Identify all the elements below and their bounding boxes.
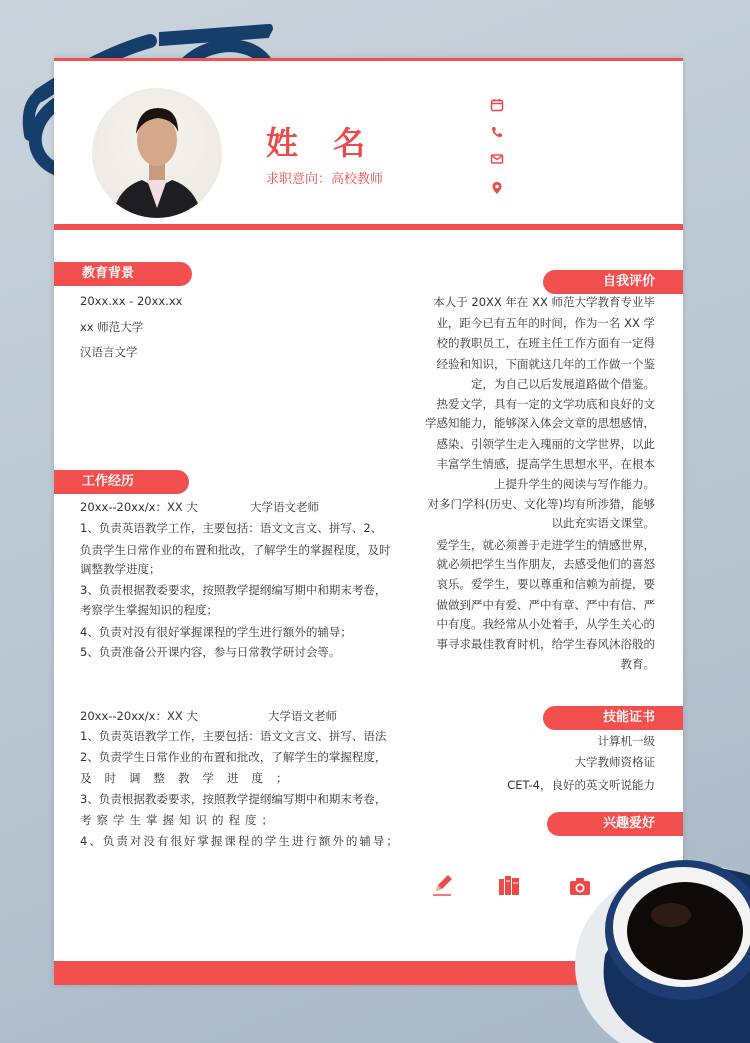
job1-role: 大学语文老师: [250, 500, 319, 514]
phone-icon: [490, 125, 504, 139]
self-eval-line: 本人于 20XX 年在 XX 师范大学教育专业毕: [433, 295, 655, 309]
job1-period: 20xx--20xx/x：XX 大: [80, 500, 198, 514]
avatar: [92, 88, 222, 218]
job1-line: 4、负责对没有很好掌握课程的学生进行额外的辅导；: [80, 625, 352, 639]
section-title-work: 工作经历: [54, 470, 189, 494]
self-eval-line: 对多门学科(历史、文化等)均有所涉猎，能够: [427, 497, 655, 511]
calendar-icon: [490, 98, 504, 112]
education-school: xx 师范大学: [80, 320, 144, 334]
self-eval-line: 中有度。我经常从小处着手，从学生关心的: [436, 617, 655, 631]
skill-item: 计算机一级: [597, 734, 655, 748]
skill-item: 大学教师资格证: [574, 755, 655, 769]
self-eval-line: 热爱文学，具有一定的文学功底和良好的文: [436, 397, 655, 411]
job2-line: 3、负责根据教委要求，按照教学提纲编写期中和期末考卷，: [80, 792, 387, 806]
books-icon: [497, 873, 521, 897]
self-eval-line: 爱学生，就必须善于走进学生的情感世界，: [436, 538, 655, 552]
job2-line: 1、负责英语教学工作，主要包括：语文文言文、拼写、语法: [80, 729, 387, 743]
self-eval-line: 业，距今已有五年的时间，作为一名 XX 学: [436, 316, 655, 330]
self-eval-line: 丰富学生情感，提高学生思想水平，在根本: [436, 457, 655, 471]
job2-line: 考察学生掌握知识的程度；: [80, 813, 278, 827]
coffee-cup-decoration: [575, 815, 750, 1043]
job-intent: 求职意向：高校教师: [266, 172, 384, 187]
job1-line: 3、负责根据教委要求，按照教学提纲编写期中和期末考卷，: [80, 583, 387, 597]
job2-line: 4、负责对没有很好掌握课程的学生进行额外的辅导；: [80, 834, 400, 848]
section-title-self-evaluation: 自我评价: [543, 270, 683, 294]
header-divider-bar: [54, 224, 683, 230]
self-eval-line: 定，为自己以后发展道路做个借鉴。: [471, 377, 655, 391]
self-eval-line: 以此充实语文课堂。: [551, 516, 655, 530]
self-eval-line: 经验和知识，下面就这几年的工作做一个鉴: [436, 357, 655, 371]
job1-line: 1、负责英语教学工作，主要包括：语文文言文、拼写、2、: [80, 521, 383, 535]
self-eval-line: 感染、引领学生走入瑰丽的文学世界，以此: [436, 437, 655, 451]
pencil-icon: [430, 873, 454, 897]
top-accent-bar: [54, 58, 683, 61]
self-eval-line: 上提升学生的阅读与写作能力。: [494, 477, 655, 491]
section-title-hobbies: 兴趣爱好: [547, 812, 683, 836]
job1-line: 调整教学进度；: [80, 562, 161, 576]
skill-item: CET-4，良好的英文听说能力: [507, 778, 655, 792]
job1-line: 5、负责准备公开课内容，参与日常教学研讨会等。: [80, 645, 341, 659]
job1-line: 负责学生日常作业的布置和批改，了解学生的掌握程度，及时: [80, 543, 391, 557]
self-eval-line: 就必须把学生当作朋友，去感受他们的喜怒: [436, 557, 655, 571]
self-eval-line: 教育。: [620, 657, 655, 671]
education-major: 汉语言文学: [80, 345, 138, 359]
self-eval-line: 学感知能力，能够深入体会文章的思想感情，: [425, 416, 655, 430]
person-name: 姓 名: [266, 124, 378, 162]
job2-role: 大学语文老师: [268, 709, 337, 723]
job2-period: 20xx--20xx/x：XX 大: [80, 709, 198, 723]
job2-line: 2、负责学生日常作业的布置和批改，了解学生的掌握程度，: [80, 750, 387, 764]
education-period: 20xx.xx - 20xx.xx: [80, 294, 183, 308]
self-eval-line: 事寻求最佳教育时机，给学生春风沐浴般的: [436, 637, 655, 651]
self-eval-line: 做做到严中有爱、严中有章、严中有信、严: [436, 598, 655, 612]
section-title-skills: 技能证书: [543, 706, 683, 730]
mail-icon: [490, 152, 504, 166]
self-eval-line: 哀乐。爱学生，要以尊重和信赖为前提，要: [436, 577, 655, 591]
self-eval-line: 校的教职员工，在班主任工作方面有一定得: [436, 336, 655, 350]
job1-line: 考察学生掌握知识的程度；: [80, 603, 218, 617]
portrait-image: [92, 88, 222, 218]
section-title-education: 教育背景: [54, 262, 192, 286]
location-pin-icon: [490, 181, 504, 195]
job2-line: 及时调整教学进度；: [80, 771, 301, 785]
